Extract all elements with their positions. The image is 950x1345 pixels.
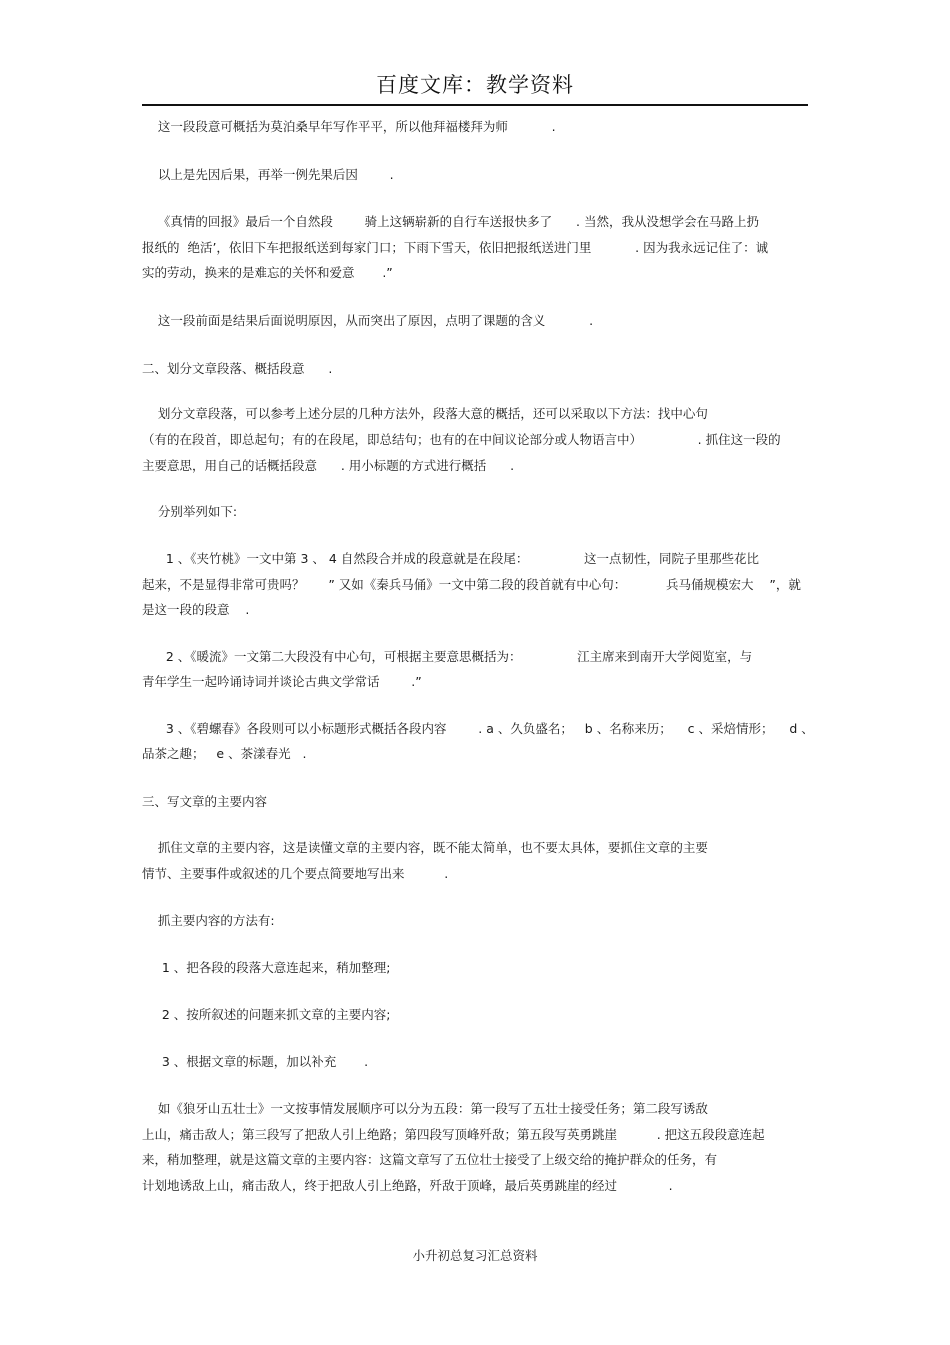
body-line: 3 、《碧螺春》各段则可以小标题形式概括各段内容 . a 、久负盛名； b 、名称来历； c 、采焙情形； d 、 bbox=[142, 721, 814, 736]
body-line: （有的在段首，即总起句；有的在段尾，即总结句；也有的在中间议论部分或人物语言中） . 抓住这一段的 bbox=[142, 432, 781, 447]
body-line: 抓住文章的主要内容，这是读懂文章的主要内容，既不能太简单，也不要太具体，要抓住文章的主要 bbox=[142, 840, 708, 855]
body-line: 是这一段的段意 . bbox=[142, 602, 250, 617]
body-line: 青年学生一起吟诵诗词并谈论古典文学常话 .” bbox=[142, 674, 422, 689]
body-line: 报纸的 绝活’，依旧下车把报纸送到每家门口；下雨下雪天，依旧把报纸送进门里 . 因为我永远记住了：诚 bbox=[142, 240, 769, 255]
body-line: 起来，不是显得非常可贵吗？ ” 又如《秦兵马俑》一文中第二段的段首就有中心句： 兵马俑规模宏大 ”，就 bbox=[142, 577, 801, 592]
body-line: 1 、《夹竹桃》一文中第 3 、 4 自然段合并成的段意就是在段尾： 这一点韧性，同院子里那些花比 bbox=[142, 551, 759, 566]
body-line: 实的劳动，换来的是难忘的关怀和爱意 .” bbox=[142, 265, 393, 280]
header-title: 百度文库：教学资料 bbox=[376, 73, 574, 97]
body-line: 3 、根据文章的标题，加以补充 . bbox=[142, 1054, 369, 1069]
page-footer: 小升初总复习汇总资料 bbox=[412, 1248, 538, 1263]
body-line: 2 、《暖流》一文第二大段没有中心句，可根据主要意思概括为： 江主席来到南开大学阅览室，与 bbox=[142, 649, 753, 664]
body-line: 二、划分文章段落、概括段意 . bbox=[142, 361, 333, 376]
body-line: 抓主要内容的方法有: bbox=[142, 913, 275, 928]
body-line: 计划地诱敌上山，痛击敌人，终于把敌人引上绝路，歼敌于顶峰，最后英勇跳崖的经过 . bbox=[142, 1178, 673, 1193]
body-line: 情节、主要事件或叙述的几个要点简要地写出来 . bbox=[142, 866, 449, 881]
body-line: 品茶之趣； e 、茶漾春光 . bbox=[142, 746, 307, 761]
body-line: 划分文章段落，可以参考上述分层的几种方法外，段落大意的概括，还可以采取以下方法：找中心句 bbox=[142, 406, 708, 421]
body-line: 《真情的回报》最后一个自然段 骑上这辆崭新的自行车送报快多了 . 当然，我从没想学会在马路上扔 bbox=[142, 214, 759, 229]
body-line: 这一段前面是结果后面说明原因，从而突出了原因，点明了课题的含义 . bbox=[142, 313, 594, 328]
body-line: 分别举列如下: bbox=[142, 504, 238, 519]
body-line: 来，稍加整理，就是这篇文章的主要内容：这篇文章写了五位壮士接受了上级交给的掩护群众的任务，有 bbox=[142, 1152, 718, 1167]
body-line: 1 、把各段的段落大意连起来，稍加整理; bbox=[142, 960, 391, 975]
body-line: 三、写文章的主要内容 bbox=[142, 794, 268, 809]
body-line: 2 、按所叙述的问题来抓文章的主要内容; bbox=[142, 1007, 391, 1022]
body-line: 如《狼牙山五壮士》一文按事情发展顺序可以分为五段：第一段写了五壮士接受任务；第二段写诱敌 bbox=[142, 1101, 708, 1116]
body-line: 这一段段意可概括为莫泊桑早年写作平平，所以他拜福楼拜为师 . bbox=[142, 119, 556, 134]
body-line: 上山，痛击敌人；第三段写了把敌人引上绝路；第四段写顶峰歼敌；第五段写英勇跳崖 . 把这五段段意连起 bbox=[142, 1127, 765, 1142]
document-header bbox=[142, 70, 808, 106]
body-line: 以上是先因后果，再举一例先果后因 . bbox=[142, 167, 394, 182]
body-line: 主要意思，用自己的话概括段意 . 用小标题的方式进行概括 . bbox=[142, 458, 515, 473]
